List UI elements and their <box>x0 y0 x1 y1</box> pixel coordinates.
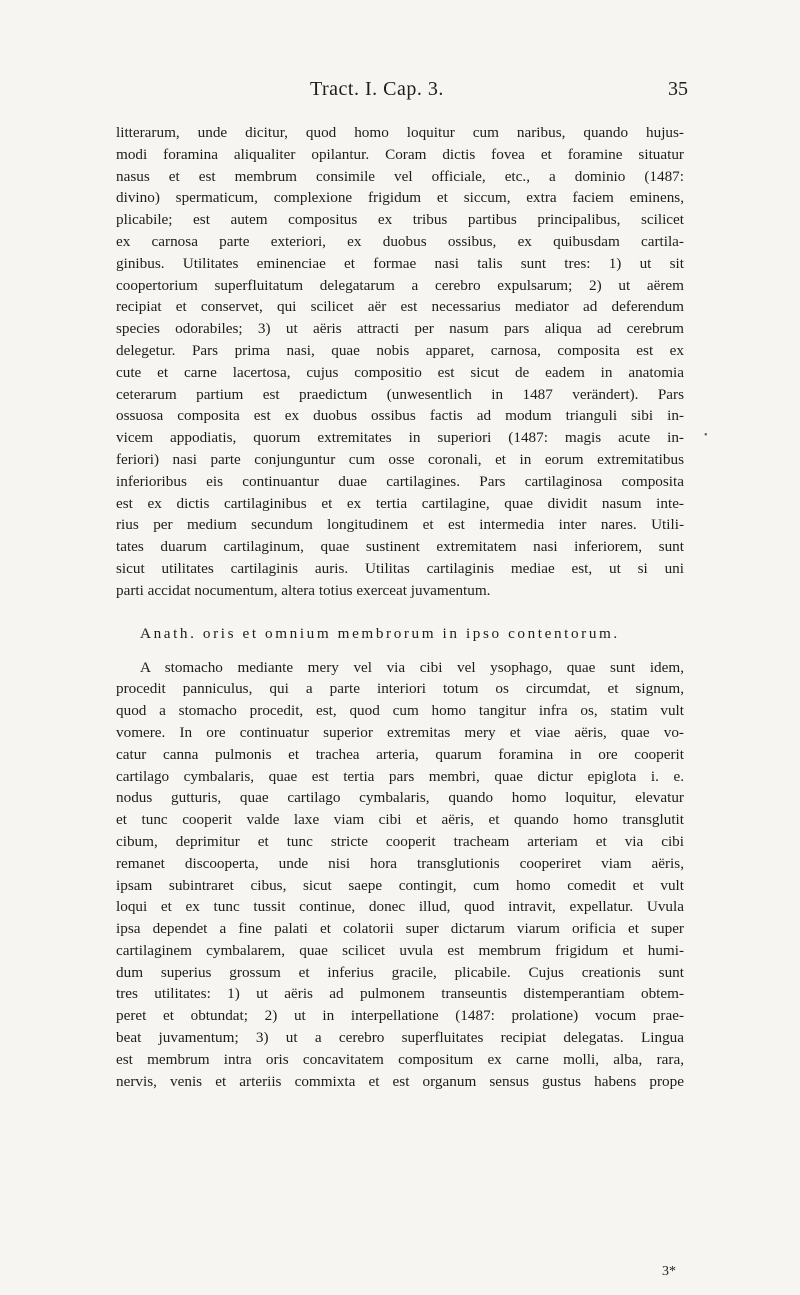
text-line: divino) spermaticum, complexione frigidum et siccum, extra faciem eminens, <box>116 189 684 207</box>
text-line: species odorabiles; 3) ut aëris attracti per nasum pars aliqua ad cerebrum <box>116 320 684 338</box>
section-heading: Anath. oris et omnium membrorum in ipso contentorum. <box>140 624 620 642</box>
page-number: 35 <box>668 78 688 100</box>
body-text <box>116 122 684 1092</box>
text-line: ginibus. Utilitates eminenciae et formae nasi talis sunt tres: 1) ut sit <box>116 254 684 272</box>
text-line: ossuosa composita est ex duobus ossibus factis ad modum trianguli sibi in- <box>116 407 684 425</box>
running-header <box>0 78 800 108</box>
text-line: vomere. In ore continuatur superior extremitas mery et viae aëris, quae vo- <box>116 723 684 741</box>
text-line: A stomacho mediante mery vel via cibi vel ysophago, quae sunt idem, <box>140 658 684 676</box>
text-line: nasus et est membrum consimile vel officiale, etc., a dominio (1487: <box>116 167 684 185</box>
text-line: cibum, deprimitur et tunc stricte cooperit tracheam arteriam et via cibi <box>116 832 684 850</box>
text-line: quod a stomacho procedit, est, quod cum homo tangitur infra os, statim vult <box>116 702 684 720</box>
text-line: parti accidat nocumentum, altera totius exerceat juvamentum. <box>116 581 491 599</box>
text-line: plicabile; est autem compositus ex tribus partibus principalibus, scilicet <box>116 211 684 229</box>
text-line: ipsam subintraret cibus, sicut saepe contingit, cum homo comedit et vult <box>116 876 684 894</box>
text-line: loqui et ex tunc tussit continue, donec illud, quod intravit, expellatur. Uvula <box>116 898 684 916</box>
text-line: nodus gutturis, quae cartilago cymbalaris, quando homo loquitur, elevatur <box>116 789 684 807</box>
text-line: rius per medium secundum longitudinem et est intermedia inter nares. Utili- <box>116 516 684 534</box>
text-line: recipiat et conservet, qui scilicet aër est necessarius mediator ad deferendum <box>116 298 684 316</box>
text-line: et tunc cooperit valde laxe viam cibi et aëris, et quando homo transglutit <box>116 811 684 829</box>
text-line: peret et obtundat; 2) ut in interpellatione (1487: prolatione) vocum prae- <box>116 1007 684 1025</box>
text-line: vicem appodiatis, quorum extremitates in superiori (1487: magis acute in- <box>116 429 684 447</box>
text-line: sicut utilitates cartilaginis auris. Utilitas cartilaginis mediae est, ut si uni <box>116 559 684 577</box>
text-line: cute et carne lacertosa, cujus compositio est sicut de eadem in anatomia <box>116 363 684 381</box>
text-line: tres utilitates: 1) ut aëris ad pulmonem transeuntis distemperantiam obtem- <box>116 985 684 1003</box>
text-line: cartilago cymbalaris, quae est tertia pars membri, quae dictur epiglota i. e. <box>116 767 684 785</box>
text-line: tates duarum cartilaginum, quae sustinent extremitatem nasi inferiorem, sunt <box>116 538 684 556</box>
paragraph-gap <box>116 602 684 623</box>
text-line: cartilaginem cymbalarem, quae scilicet uvula est membrum frigidum et humi- <box>116 941 684 959</box>
paragraph-gap <box>116 645 684 657</box>
running-title: Tract. I. Cap. 3. <box>310 78 444 100</box>
text-line: ipsa dependet a fine palati et colatorii super dictarum viarum orificia et super <box>116 920 684 938</box>
paragraph-os <box>116 657 684 1093</box>
text-line: est ex dictis cartilaginibus et ex tertia cartilagine, quae dividit nasum inte- <box>116 494 684 512</box>
text-line: ceterarum partium est praedictum (unwesentlich in 1487 verändert). Pars <box>116 385 684 403</box>
text-line: nervis, venis et arteriis commixta et est organum sensus gustus habens prope <box>116 1072 684 1090</box>
text-line: delegetur. Pars prima nasi, quae nobis apparet, carnosa, composita est ex <box>116 341 684 359</box>
signature-mark: 3* <box>662 1264 676 1279</box>
paragraph-nasus <box>116 122 684 602</box>
text-line: inferioribus eis continuantur duae cartilagines. Pars cartilaginosa composita <box>116 472 684 490</box>
text-line: est membrum intra oris concavitatem compositum ex carne molli, alba, rara, <box>116 1050 684 1068</box>
margin-mark: • <box>704 430 708 441</box>
text-line: procedit panniculus, qui a parte interiori totum os circumdat, et signum, <box>116 680 684 698</box>
text-line: ex carnosa parte exteriori, ex duobus ossibus, ex quibusdam cartila- <box>116 232 684 250</box>
text-line: litterarum, unde dicitur, quod homo loquitur cum naribus, quando hujus- <box>116 124 684 141</box>
text-line: dum superius grossum et inferius gracile, plicabile. Cujus creationis sunt <box>116 963 684 981</box>
text-line: modi foramina aliqualiter opilantur. Coram dictis fovea et foramine situatur <box>116 145 684 163</box>
text-line: catur canna pulmonis et trachea arteria, quarum foramina in ore cooperit <box>116 745 684 763</box>
text-line: coopertorium superfluitatum delegatarum a cerebro expulsarum; 2) ut aërem <box>116 276 684 294</box>
text-line: remanet discooperta, unde nisi hora transglutionis cooperiret viam aëris, <box>116 854 684 872</box>
text-line: feriori) nasi parte conjunguntur cum osse coronali, et in eorum extremitatibus <box>116 450 684 468</box>
text-line: beat juvamentum; 3) ut a cerebro superfluitates recipiat delegatas. Lingua <box>116 1029 684 1047</box>
